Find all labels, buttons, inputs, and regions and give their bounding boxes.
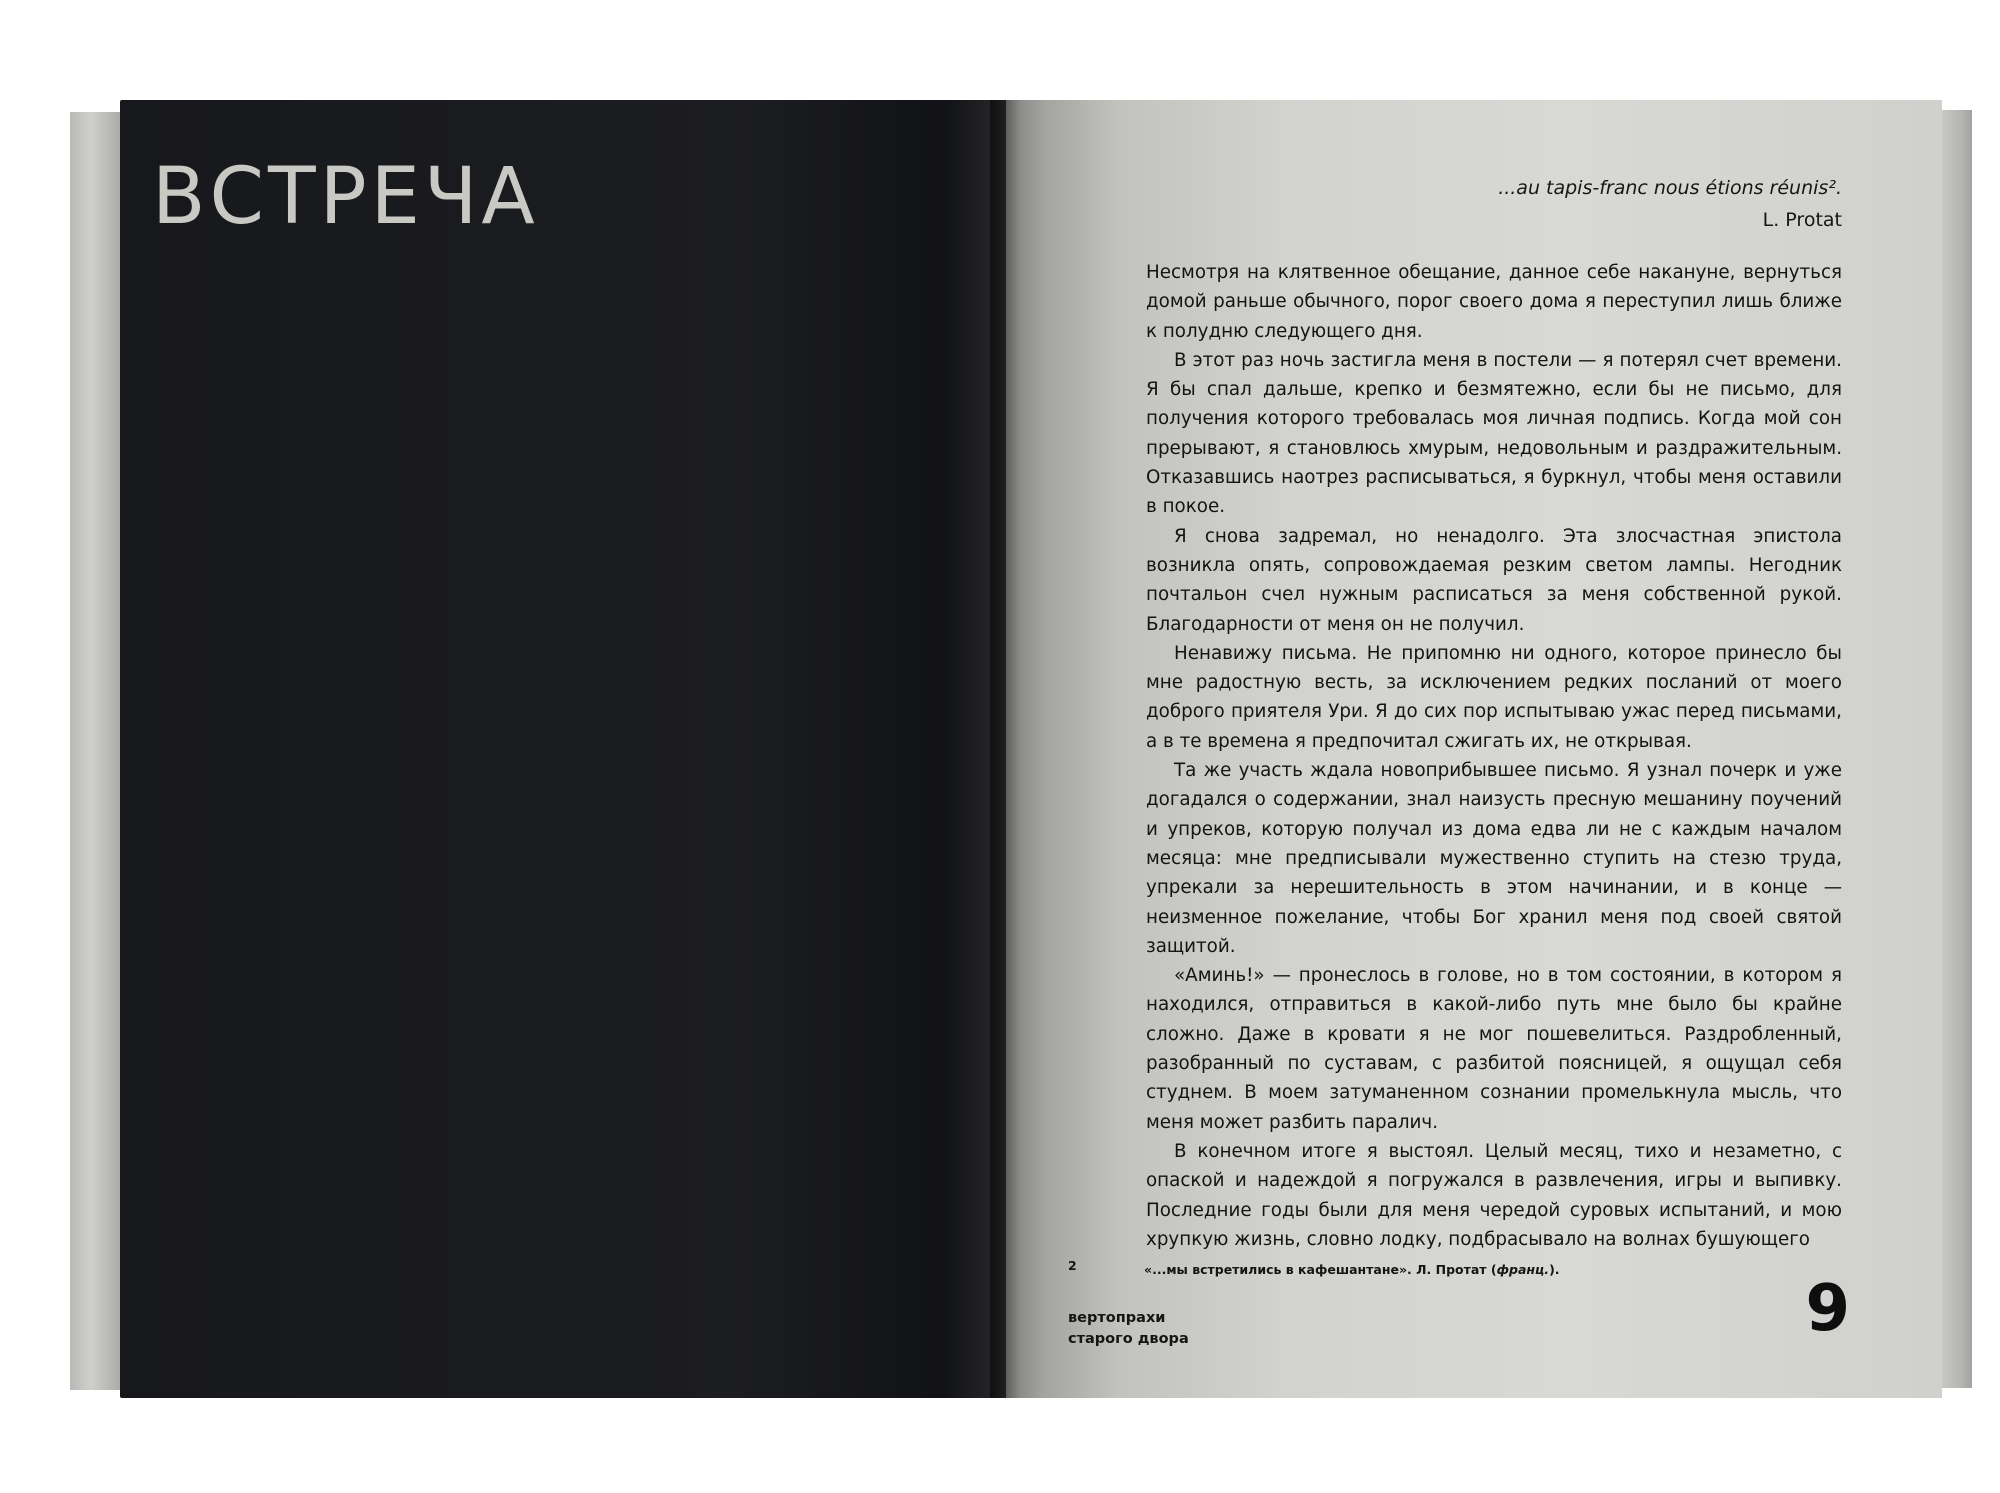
epigraph-quote: ...au tapis-franc nous étions réunis². <box>1498 177 1842 199</box>
left-page <box>120 100 1006 1398</box>
footnote-number: 2 <box>1068 1258 1077 1273</box>
footnote-text: «...мы встретились в кафешантане». Л. Протат (франц.). <box>1144 1262 1560 1277</box>
gutter-shadow <box>990 100 1020 1398</box>
body-text <box>1146 258 1842 1258</box>
paragraph: Несмотря на клятвенное обещание, данное себе накануне, вернуться домой раньше обычного, порог своего дома я переступил лишь ближе к полудню следующего дня. <box>1146 262 1842 342</box>
paragraph: Та же участь ждала новоприбывшее письмо. Я узнал почерк и уже догадался о содержании, знал наизусть пресную мешанину поучений и упреков, которую получал из дома едва ли не с каждым началом месяца: мне предписывали мужественно ступить на стезю труда, упрекали за нерешительность в этом начинании, и в конце — неизменное пожелание, чтобы Бог хранил меня под своей святой защитой. <box>1146 760 1842 957</box>
paragraph: Ненавижу письма. Не припомню ни одного, которое принесло бы мне радостную весть, за исключением редких посланий от моего доброго приятеля Ури. Я до сих пор испытываю ужас перед письмами, а в те времена я предпочитал сжигать их, не открывая. <box>1146 642 1842 752</box>
epigraph-author: L. Protat <box>1762 209 1842 231</box>
footnote-lang: франц. <box>1496 1262 1550 1277</box>
paragraph: Я снова задремал, но ненадолго. Эта злосчастная эпистола возникла опять, сопровождаемая резким светом лампы. Негодник почтальон счел нужным расписаться за меня собственной рукой. Благодарности от меня он не получил. <box>1146 525 1842 635</box>
epigraph <box>1300 172 1842 236</box>
paragraph: В этот раз ночь застигла меня в постели — я потерял счет времени. Я бы спал дальше, крепко и безмятежно, если бы не письмо, для получения которого требовалась моя личная подпись. Когда мой сон прерывают, я становлюсь хмурым, недовольным и раздражительным. Отказавшись наотрез расписываться, я буркнул, чтобы меня оставили в покое. <box>1146 349 1842 518</box>
running-title <box>1068 1308 1268 1350</box>
running-title-line1: вертопрахи <box>1068 1310 1166 1326</box>
running-title-line2: старого двора <box>1068 1331 1189 1347</box>
paragraph: «Аминь!» — пронеслось в голове, но в том состоянии, в котором я находился, отправиться в какой-либо путь мне было бы крайне сложно. Даже в кровати я не мог пошевелиться. Раздробленный, разобранный по суставам, с разбитой поясницей, я ощущал себя студнем. В моем затуманенном сознании промелькнула мысль, что меня может разбить паралич. <box>1146 965 1842 1133</box>
paragraph: В конечном итоге я выстоял. Целый месяц, тихо и незаметно, с опаской и надеждой я погружался в развлечения, игры и выпивку. Последние годы были для меня чередой суровых испытаний, и мою хрупкую жизнь, словно лодку, подбрасывало на волнах бушующего <box>1146 1140 1842 1250</box>
left-page-edges <box>70 112 122 1390</box>
right-page-edges <box>1942 110 1972 1388</box>
chapter-title: ВСТРЕЧА <box>152 152 539 242</box>
page-number: 9 <box>1805 1272 1850 1346</box>
